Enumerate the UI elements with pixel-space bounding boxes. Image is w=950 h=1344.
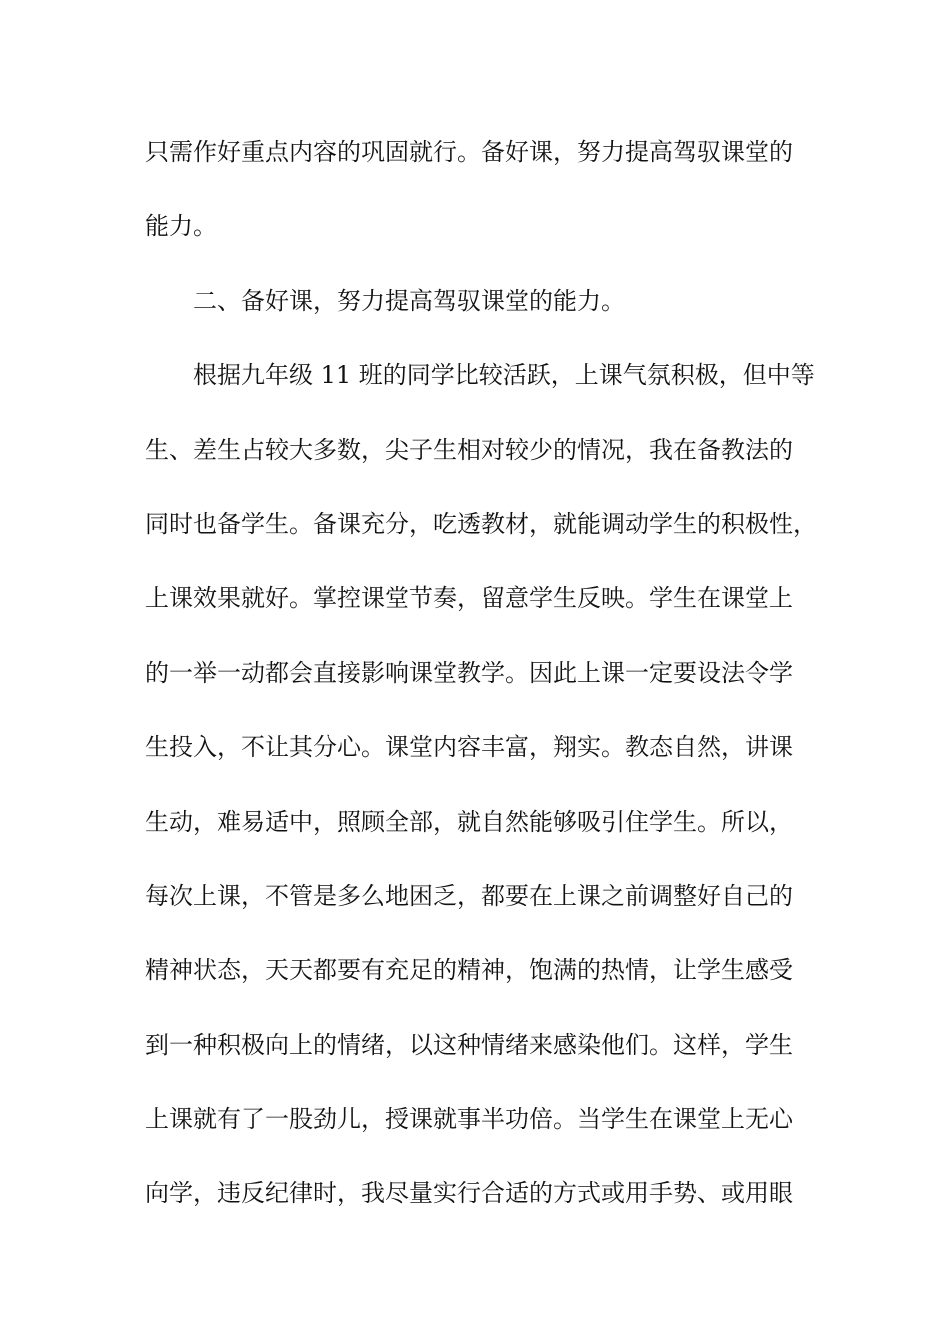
text-line: 生、差生占较大多数，尖子生相对较少的情况，我在备教法的 — [145, 435, 793, 464]
text-line: 上课就有了一股劲儿，授课就事半功倍。当学生在课堂上无心 — [145, 1105, 793, 1134]
text-line: 能力。 — [145, 212, 217, 241]
text-line: 到一种积极向上的情绪，以这种情绪来感染他们。这样，学生 — [145, 1030, 793, 1059]
text-line: 同时也备学生。备课充分，吃透教材，就能调动学生的积极性， — [145, 509, 817, 538]
text-line: 根据九年级 11 班的同学比较活跃，上课气氛积极，但中等 — [193, 361, 815, 390]
text-line: 生动，难易适中，照顾全部，就自然能够吸引住学生。所以， — [145, 807, 793, 836]
section-heading: 二、备好课，努力提高驾驭课堂的能力。 — [193, 286, 625, 315]
text-line: 生投入，不让其分心。课堂内容丰富，翔实。教态自然，讲课 — [145, 733, 793, 762]
text-line: 只需作好重点内容的巩固就行。备好课，努力提高驾驭课堂的 — [145, 138, 793, 166]
text-line: 的一举一动都会直接影响课堂教学。因此上课一定要设法令学 — [145, 658, 793, 687]
body-text — [145, 126, 835, 1242]
text-line: 上课效果就好。掌控课堂节奏，留意学生反映。学生在课堂上 — [145, 584, 793, 613]
text-line: 精神状态，天天都要有充足的精神，饱满的热情，让学生感受 — [145, 956, 793, 985]
text-line: 每次上课，不管是多么地困乏，都要在上课之前调整好自己的 — [145, 881, 793, 910]
text-line: 向学，违反纪律时，我尽量实行合适的方式或用手势、或用眼 — [145, 1179, 793, 1208]
